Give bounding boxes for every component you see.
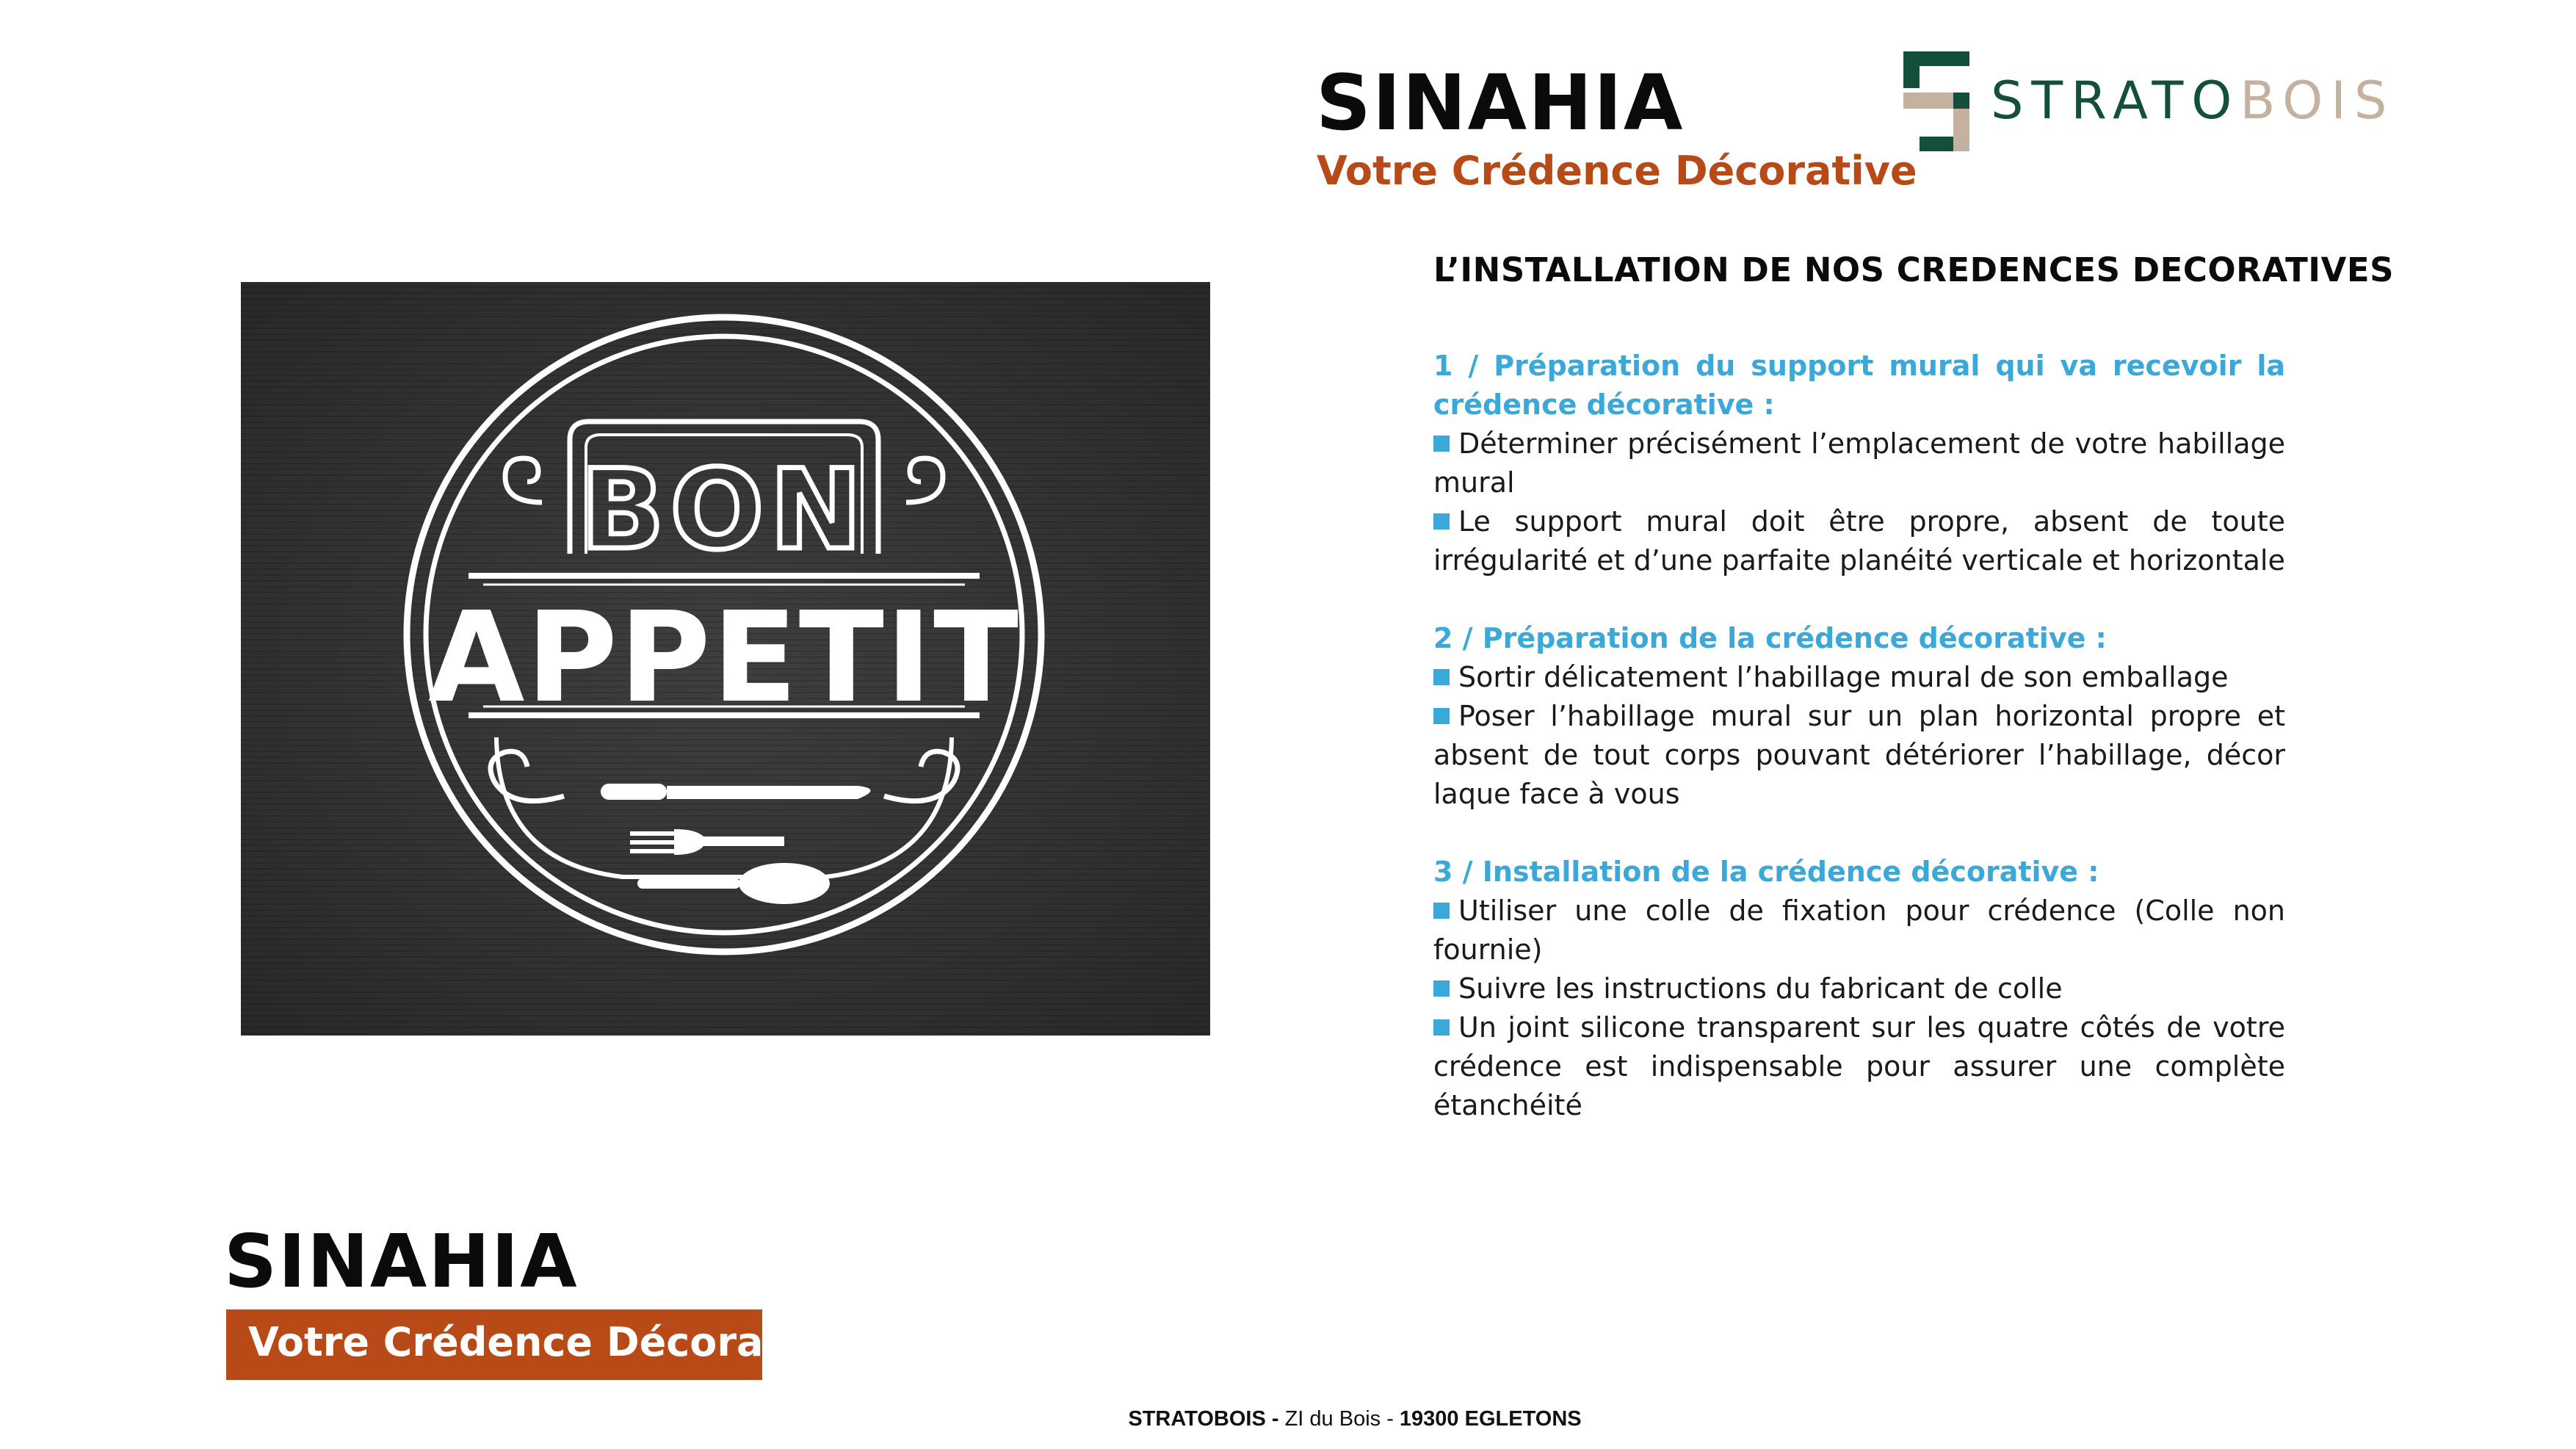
installation-section [1433, 250, 2394, 1164]
footer-badge-text: Votre Crédence Décorative [248, 1319, 849, 1365]
logo-word-strato: STRATO [1991, 71, 2240, 131]
square-bullet-icon [1433, 980, 1450, 997]
address-city: 19300 EGLETONS [1399, 1407, 1582, 1431]
installation-step-1 [1433, 347, 2285, 580]
bon-appetit-decor-image [241, 282, 1210, 1036]
hero-text-appetit: APPETIT [427, 585, 1021, 731]
address-street: ZI du Bois - [1278, 1407, 1400, 1431]
step-title: 1 / Préparation du support mural qui va recevoir la crédence décorative : [1433, 349, 2285, 421]
square-bullet-icon [1433, 903, 1450, 919]
step-bullet: Le support mural doit être propre, absent de toute irrégularité et d’une parfaite planéité verticale et horizontale [1433, 505, 2285, 577]
footer-brand-badge [226, 1309, 849, 1380]
installation-step-3 [1433, 853, 2285, 1125]
square-bullet-icon [1433, 513, 1450, 530]
step-title: 3 / Installation de la crédence décorative : [1433, 855, 2099, 888]
logo-word-bois: BOIS [2240, 71, 2395, 131]
logo-wordmark [1991, 71, 2395, 131]
step-bullet: Poser l’habillage mural sur un plan horizontal propre et absent de tout corps pouvant détériorer l’habillage, décor laque face à vous [1433, 699, 2285, 810]
square-bullet-icon [1433, 436, 1450, 452]
page-subtitle: Votre Crédence Décorative [1317, 148, 1917, 194]
footer-brand-title: SINAHIA [224, 1218, 579, 1304]
step-bullet: Suivre les instructions du fabricant de colle [1433, 969, 2285, 1008]
hero-text-bon: BON [580, 447, 868, 574]
step-bullet: Un joint silicone transparent sur les quatre côtés de votre crédence est indispensable pour assurer une complète étanchéité [1433, 1011, 2285, 1121]
installation-heading: L’INSTALLATION DE NOS CREDENCES DECORATIVES [1433, 250, 2394, 289]
step-bullet: Utiliser une colle de fixation pour crédence (Colle non fournie) [1433, 894, 2285, 966]
company-address [0, 1407, 2576, 1431]
installation-step-2 [1433, 619, 2285, 814]
knife-icon [601, 784, 871, 800]
square-bullet-icon [1433, 669, 1450, 685]
stratobois-logo [1903, 50, 2395, 153]
page-title: SINAHIA [1316, 58, 1685, 148]
step-title: 2 / Préparation de la crédence décorative : [1433, 621, 2107, 654]
square-bullet-icon [1433, 1019, 1450, 1036]
logo-mark-icon [1903, 51, 1969, 151]
square-bullet-icon [1433, 708, 1450, 724]
address-company: STRATOBOIS - [1128, 1407, 1279, 1431]
step-bullet: Déterminer précisément l’emplacement de votre habillage mural [1433, 427, 2285, 499]
step-bullet: Sortir délicatement l’habillage mural de son emballage [1433, 658, 2285, 697]
